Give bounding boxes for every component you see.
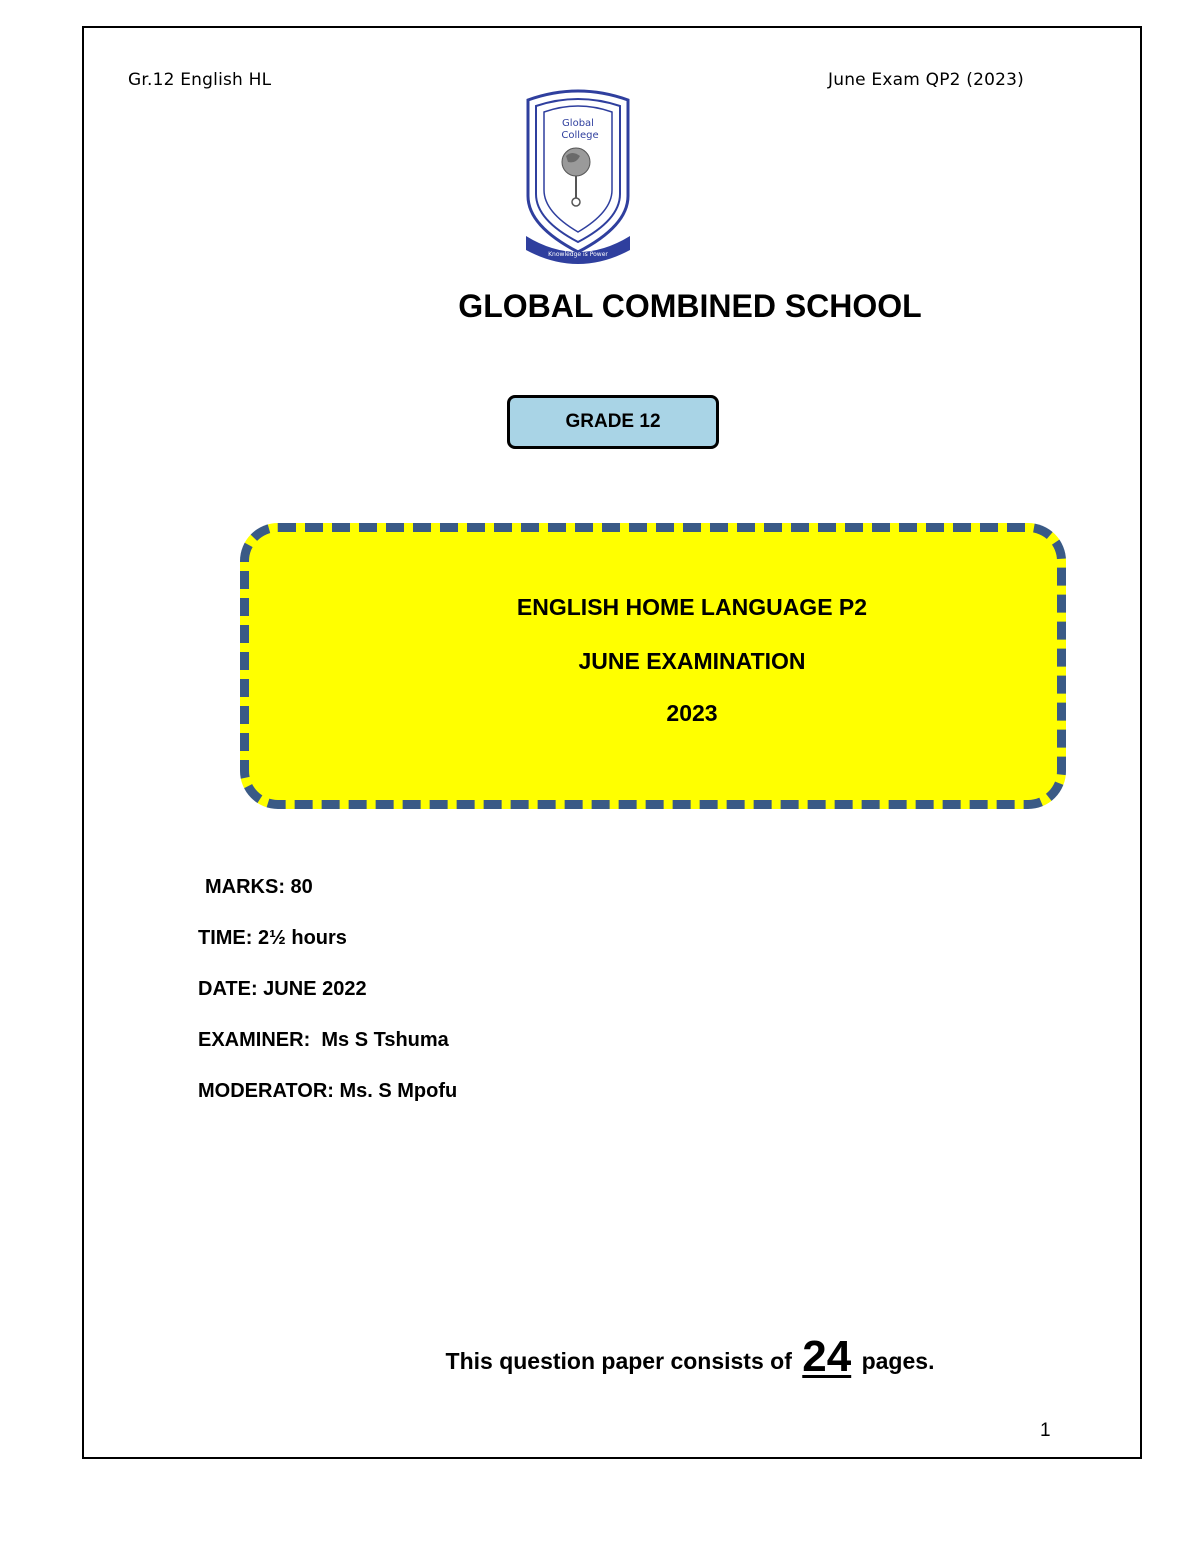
time-label: TIME: xyxy=(198,927,253,949)
page-count-number: 24 xyxy=(802,1332,852,1381)
page-count-suffix: pages. xyxy=(855,1348,935,1374)
crest-text-top: Global xyxy=(562,118,594,129)
page-number: 1 xyxy=(1040,1420,1051,1441)
crest-text-bottom: College xyxy=(561,130,599,141)
moderator-line xyxy=(198,1080,457,1103)
crest-ribbon-text: Knowledge is Power xyxy=(548,251,608,258)
page-count-statement xyxy=(0,1332,1200,1382)
school-name: GLOBAL COMBINED SCHOOL xyxy=(458,288,922,324)
time-value: 2½ hours xyxy=(252,927,347,949)
date-value: JUNE 2022 xyxy=(257,978,367,1000)
moderator-value: Ms. S Mpofu xyxy=(333,1080,458,1102)
school-crest-logo xyxy=(520,86,636,266)
examiner-label: EXAMINER: xyxy=(198,1029,311,1051)
date-line xyxy=(198,978,367,1001)
header-right: June Exam QP2 (2023) xyxy=(828,70,1024,90)
examiner-line xyxy=(198,1029,449,1052)
marks-label: MARKS: xyxy=(205,876,285,898)
marks-value: 80 xyxy=(285,876,313,898)
moderator-label: MODERATOR: xyxy=(198,1080,334,1102)
exam-type-title: JUNE EXAMINATION xyxy=(578,648,806,674)
exam-title-box xyxy=(240,523,1066,809)
exam-year-title: 2023 xyxy=(666,700,718,726)
subject-title: ENGLISH HOME LANGUAGE P2 xyxy=(516,594,868,620)
grade-badge xyxy=(507,395,719,449)
header-left: Gr.12 English HL xyxy=(128,70,272,90)
examiner-value: Ms S Tshuma xyxy=(310,1029,449,1051)
page-count-prefix: This question paper consists of xyxy=(445,1348,799,1374)
grade-label: GRADE 12 xyxy=(565,411,661,432)
marks-line xyxy=(205,876,313,899)
time-line xyxy=(198,927,347,950)
date-label: DATE: xyxy=(198,978,258,1000)
